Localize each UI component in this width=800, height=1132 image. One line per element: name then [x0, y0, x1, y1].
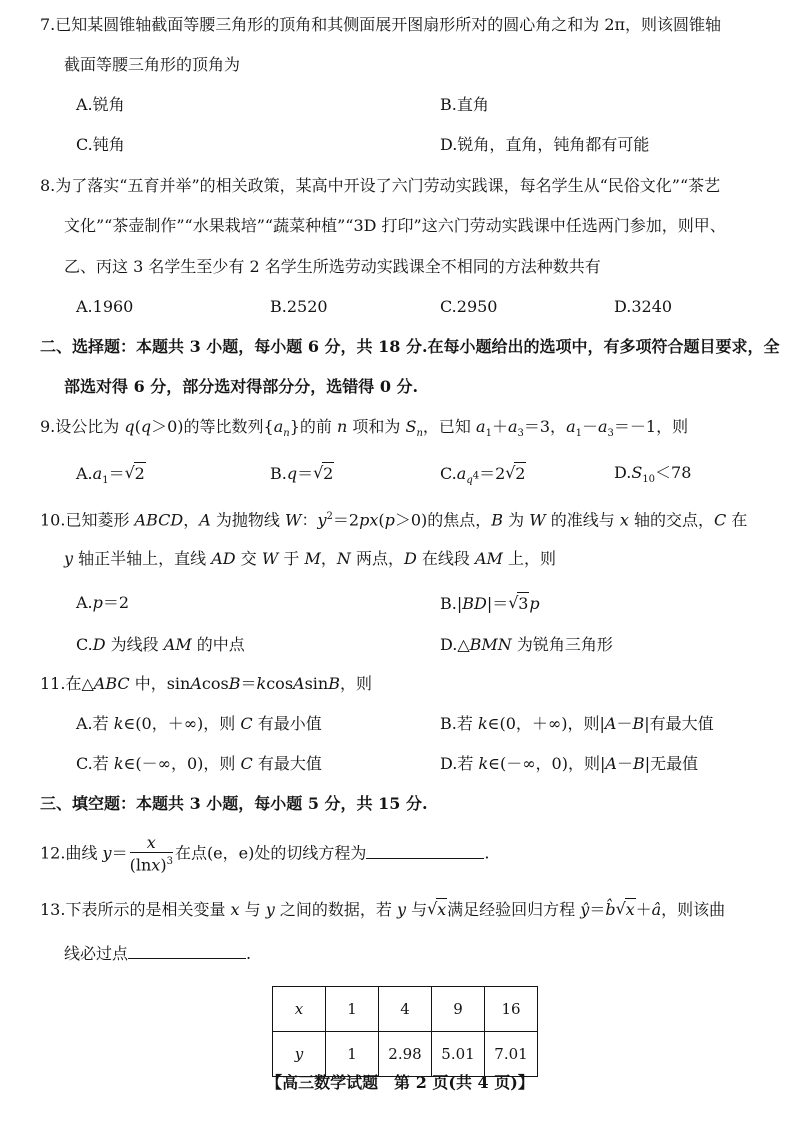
table-row-y — [273, 1032, 538, 1077]
q12-answer-blank[interactable] — [366, 842, 484, 859]
section2-heading-line2: 部选对得 6 分，部分选对得部分分，选错得 0 分. — [64, 377, 419, 396]
table-row-x — [273, 987, 538, 1032]
q10-stem-line2: y 轴正半轴上，直线 AD 交 W 于 M，N 两点，D 在线段 AM 上，则 — [64, 549, 556, 568]
table-cell: y — [273, 1032, 326, 1077]
q13-stem-line2: 线必过点 . — [64, 944, 252, 963]
q7-option-c: C.钝角 — [76, 135, 125, 154]
q11-option-b: B.若 k∈(0，＋∞)，则|A－B|有最大值 — [440, 714, 714, 733]
q13-answer-blank[interactable] — [128, 942, 246, 959]
table-cell: 16 — [485, 987, 538, 1032]
q11-option-d: D.若 k∈(－∞，0)，则|A－B|无最值 — [440, 754, 699, 773]
q8-stem-line1: 8.为了落实“五育并举”的相关政策，某高中开设了六门劳动实践课，每名学生从“民俗文化”“茶艺 — [40, 176, 721, 195]
q9-option-a: $A.a_1=$ √ 2 — [76, 463, 145, 487]
q11-option-a: A.若 k∈(0，＋∞)，则 C 有最小值 — [76, 714, 322, 733]
q7-stem-line2: 截面等腰三角形的顶角为 — [64, 55, 241, 74]
q10-stem-line1: 10.已知菱形 ABCD，A 为抛物线 W：$y^2=2px(p>0)$的焦点，B 为 W 的准线与 x 轴的交点，C 在 — [40, 510, 748, 530]
table-cell: 1 — [326, 987, 379, 1032]
table-cell: 4 — [379, 987, 432, 1032]
q10-option-b: B.|BD|＝ √ 3p — [440, 593, 540, 613]
table-cell: 2.98 — [379, 1032, 432, 1077]
page-footer: 【高三数学试题 第 2 页(共 4 页)】 — [266, 1073, 534, 1092]
q13-stem-line1: 13.下表所示的是相关变量 x 与 y 之间的数据，若 y 与 √ x满足经验回归方程 ŷ＝b̂ √ x＋â，则该曲 — [40, 899, 726, 919]
q13-data-table — [272, 986, 538, 1077]
q8-option-a: A.1960 — [76, 297, 134, 316]
q12-fraction: $\frac{x}{(\ln x)^3}$ — [129, 833, 173, 875]
table-cell: 7.01 — [485, 1032, 538, 1077]
q10-option-d: D.△BMN 为锐角三角形 — [440, 635, 613, 654]
q8-option-c: C.2950 — [440, 297, 498, 316]
q12-stem: 12.曲线 y＝ $\frac{x}{(\ln x)^3}$ 在点(e，e)处的切线方程为 . — [40, 833, 490, 875]
q11-stem: 11.在△ABC 中，sinAcosB＝kcosAsinB，则 — [40, 674, 373, 693]
section3-heading: 三、填空题：本题共 3 小题，每小题 5 分，共 15 分. — [40, 794, 428, 813]
q11-option-c: C.若 k∈(－∞，0)，则 C 有最大值 — [76, 754, 322, 773]
q9-option-b: B.q＝ √ 2 — [270, 463, 334, 483]
q8-stem-line3: 乙、丙这 3 名学生至少有 2 名学生所选劳动实践课全不相同的方法种数共有 — [64, 257, 601, 276]
q9-option-c: $C.a_{q^4}=2$ √ 2 — [440, 463, 526, 487]
table-cell: 5.01 — [432, 1032, 485, 1077]
table-cell: x — [273, 987, 326, 1032]
q9-stem: 9.设公比为 q(q＞0)的等比数列$\{a_n\}$的前 n 项和为 $S_n$，已知 $a_1+a_3=3$，$a_1-a_3=-1$，则 — [40, 417, 689, 440]
table-cell: 1 — [326, 1032, 379, 1077]
table-cell: 9 — [432, 987, 485, 1032]
section2-heading-line1: 二、选择题：本题共 3 小题，每小题 6 分，共 18 分.在每小题给出的选项中，有多项符合题目要求，全 — [40, 337, 780, 356]
q7-stem-line1: 7.已知某圆锥轴截面等腰三角形的顶角和其侧面展开图扇形所对的圆心角之和为 2π，则该圆锥轴 — [40, 15, 722, 34]
q9-option-d: $D.S_{10}<78$ — [614, 463, 692, 486]
q10-option-a: A.p＝2 — [76, 593, 130, 612]
q7-option-b: B.直角 — [440, 95, 489, 114]
q8-option-d: D.3240 — [614, 297, 673, 316]
q7-option-d: D.锐角，直角，钝角都有可能 — [440, 135, 650, 154]
q10-option-c: C.D 为线段 AM 的中点 — [76, 635, 245, 654]
q8-option-b: B.2520 — [270, 297, 328, 316]
q8-stem-line2: 文化”“茶壶制作”“水果栽培”“蔬菜种植”“3D 打印”这六门劳动实践课中任选两门参加，则甲、 — [64, 216, 726, 235]
q7-option-a: A.锐角 — [76, 95, 125, 114]
